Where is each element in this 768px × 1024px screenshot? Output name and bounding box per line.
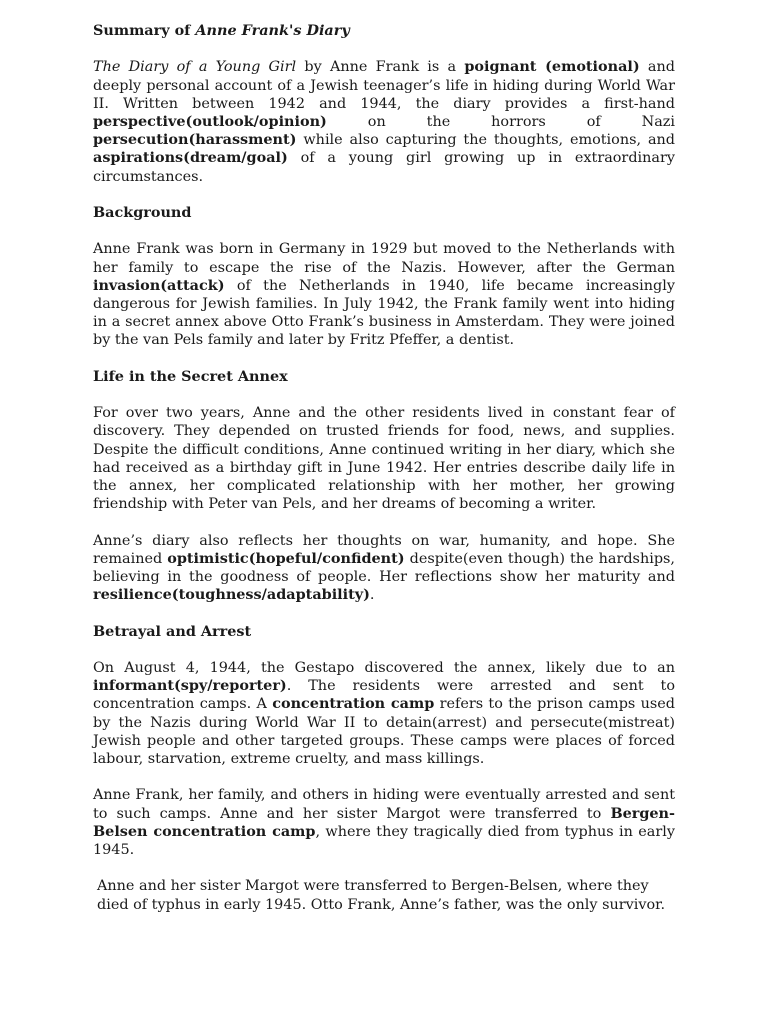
intro-text-2: and deeply personal account of a Jewish teenager’s life in hiding during World War II. Written between 1942 and 1944, the diary provides a first-hand	[93, 59, 675, 112]
background-paragraph	[93, 240, 675, 349]
annex-paragraph-1: For over two years, Anne and the other residents lived in constant fear of discovery. They depended on trusted friends for food, news, and supplies. Despite the difficult conditions, Anne continued writing in her diary, which she had received as a birthday gift in June 1942. Her entries describe daily life in the annex, her complicated relationship with her mother, her growing friendship with Peter van Pels, and her dreams of becoming a writer.	[93, 405, 675, 513]
betrayal-text-2: . The residents were arrested and sent to concentration camps. A	[93, 678, 675, 713]
term-invasion: invasion(attack)	[93, 276, 225, 294]
term-persecution: persecution(harassment)	[93, 131, 297, 149]
betrayal-text-1: On August 4, 1944, the Gestapo discovered the annex, likely due to an	[93, 659, 675, 676]
betrayal-paragraph-2	[93, 786, 675, 859]
annex-paragraph-2	[93, 532, 675, 605]
term-optimistic: optimistic(hopeful/confident)	[167, 549, 405, 567]
term-bergen-belsen: Bergen-Belsen concentration camp	[93, 804, 675, 840]
annex-text-3: .	[369, 587, 375, 604]
term-perspective: perspective(outlook/opinion)	[93, 113, 327, 130]
term-concentration-camp: concentration camp	[272, 695, 435, 713]
term-aspirations: aspirations(dream/goal)	[93, 149, 288, 167]
betrayal-paragraph-3: Anne and her sister Margot were transferred to Bergen-Belsen, where they died of typhus in early 1945. Otto Frank, Anne’s father, was the only survivor.	[97, 878, 666, 913]
title-prefix: Summary of	[93, 22, 196, 39]
background-text-1: Anne Frank was born in Germany in 1929 but moved to the Netherlands with her family to escape the rise of the Nazis. However, after the German	[93, 241, 675, 276]
book-title: The Diary of a Young Girl	[93, 59, 297, 76]
intro-text-1: by Anne Frank is a	[296, 59, 465, 76]
betrayal-text-4: Anne Frank, her family, and others in hiding were eventually arrested and sent to such camps. Anne and her sister Margot were transferred to	[93, 787, 675, 822]
intro-text-5: of a young girl growing up in extraordinary circumstances.	[93, 150, 675, 185]
background-text-2: of the Netherlands in 1940, life became increasingly dangerous for Jewish families. In July 1942, the Frank family went into hiding in a secret annex above Otto Frank’s business in Amsterdam. They were joined by the van Pels family and later by Fritz Pfeffer, a dentist.	[93, 277, 675, 349]
heading-betrayal: Betrayal and Arrest	[93, 622, 252, 640]
document-page	[93, 22, 675, 914]
term-poignant: poignant (emotional)	[464, 58, 640, 76]
title-italic: Anne Frank's Diary	[195, 22, 350, 39]
heading-background: Background	[93, 204, 192, 221]
term-informant: informant(spy/reporter)	[93, 677, 287, 695]
intro-paragraph	[93, 58, 675, 185]
betrayal-text-5: , where they tragically died from typhus in early 1945.	[93, 823, 675, 858]
annex-text-1: Anne’s diary also reflects her thoughts on war, humanity, and hope. She remained	[93, 532, 675, 567]
heading-secret-annex: Life in the Secret Annex	[93, 367, 288, 385]
intro-text-4: while also capturing the thoughts, emotions, and	[296, 132, 675, 149]
document-title	[93, 22, 675, 40]
annex-text-2: despite(even though) the hardships, believing in the goodness of people. Her reflections show her maturity and	[93, 550, 675, 585]
betrayal-paragraph-1	[93, 659, 675, 768]
betrayal-text-3: refers to the prison camps used by the Nazis during World War II to detain(arrest) and persecute(mistreat) Jewish people and other targeted groups. These camps were places of forced labour, starvation, extreme cruelty, and mass killings.	[93, 696, 675, 767]
term-resilience: resilience(toughness/adaptability)	[93, 586, 370, 604]
intro-text-3: on the horrors of Nazi	[326, 114, 675, 130]
